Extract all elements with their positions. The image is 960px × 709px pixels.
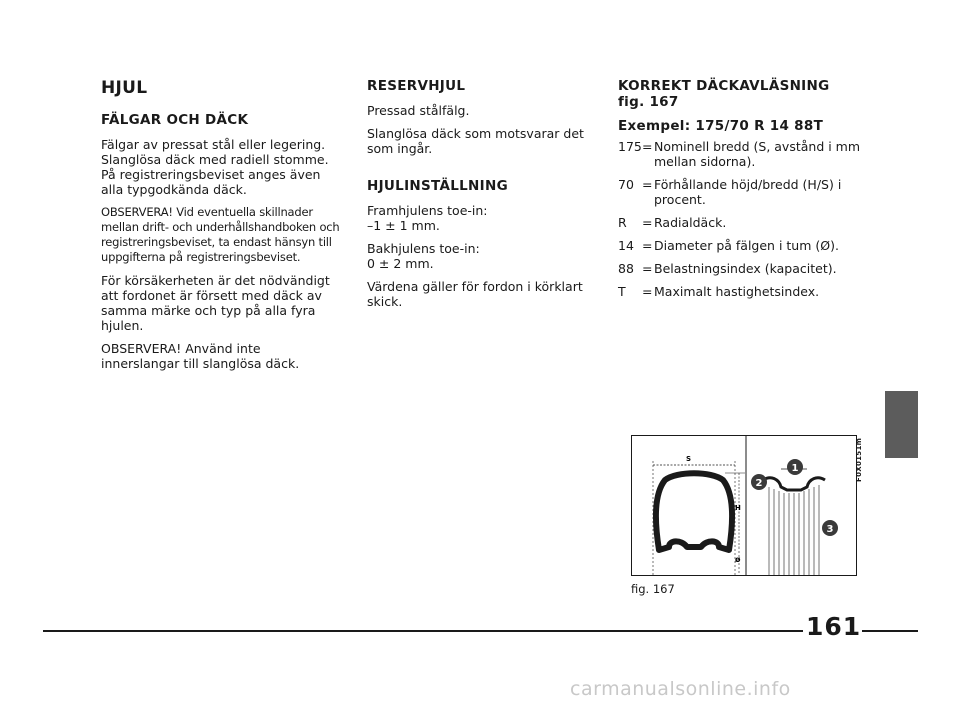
- tyre-diagram: [631, 435, 857, 576]
- callout-1-label: 1: [791, 463, 799, 474]
- front-toe-value: –1 ± 1 mm.: [367, 218, 440, 233]
- equals-sign: =: [642, 261, 653, 276]
- tyre-code-row: [618, 215, 873, 230]
- paragraph-front-toe: [367, 203, 597, 233]
- label-diameter: ø: [735, 555, 741, 564]
- equals-sign: =: [642, 284, 653, 299]
- callout-3-label: 3: [826, 524, 834, 535]
- tyre-code-list: [618, 139, 873, 299]
- equals-sign: =: [642, 139, 653, 154]
- tyre-code-row: [618, 238, 873, 253]
- tyre-code-row: [618, 177, 873, 207]
- heading-spare-wheel: RESERVHJUL: [367, 78, 466, 94]
- tyre-code: T: [618, 284, 626, 299]
- equals-sign: =: [642, 215, 653, 230]
- tyre-code-description: Maximalt hastighetsindex.: [654, 284, 820, 299]
- rear-toe-label: Bakhjulens toe-in:: [367, 241, 480, 256]
- figure-code: F0X0151m: [855, 437, 863, 482]
- page-number: 161: [806, 612, 862, 641]
- figure-caption: fig. 167: [631, 582, 675, 596]
- tyre-code-row: [618, 139, 873, 169]
- section-heading-wheels: HJUL: [101, 78, 148, 98]
- footer-rule-left: [43, 630, 803, 632]
- tyre-code-row: [618, 261, 873, 276]
- paragraph-inner-tubes: OBSERVERA! Använd inte innerslangar till slanglösa däck.: [101, 341, 300, 371]
- tyre-code: 14: [618, 238, 634, 253]
- equals-sign: =: [642, 238, 653, 253]
- paragraph-steel-rim: Pressad stålfälg.: [367, 103, 470, 118]
- heading-figref: fig. 167: [618, 94, 679, 110]
- chapter-tab: [885, 391, 918, 458]
- example-heading: Exempel: 175/70 R 14 88T: [618, 118, 824, 134]
- label-h: H: [735, 504, 741, 512]
- watermark-text: carmanualsonline.info: [570, 678, 791, 700]
- column-tyre-reading: [618, 78, 873, 307]
- tyre-code-description: Nominell bredd (S, avstånd i mm mellan sidorna).: [654, 139, 861, 169]
- note-registration: OBSERVERA! Vid eventuella skillnader mellan drift- och underhållshandboken och registreringsbeviset, ta endast hänsyn till uppgifterna på registreringsbeviset.: [101, 205, 340, 264]
- paragraph-rims: Fälgar av pressat stål eller legering.: [101, 137, 326, 152]
- paragraph-spare-tyre: Slanglösa däck som motsvarar det som ingår.: [367, 126, 584, 156]
- equals-sign: =: [642, 177, 653, 192]
- label-s: S: [686, 455, 692, 463]
- heading-wheel-alignment: HJULINSTÄLLNING: [367, 178, 508, 194]
- paragraph-registration: På registreringsbeviset anges även alla typgodkända däck.: [101, 167, 321, 197]
- tyre-code: R: [618, 215, 627, 230]
- tyre-code: 70: [618, 177, 634, 192]
- rear-toe-value: 0 ± 2 mm.: [367, 256, 434, 271]
- callout-2-label: 2: [755, 478, 763, 489]
- subheading-rims-tyres: FÄLGAR OCH DÄCK: [101, 112, 249, 128]
- paragraph-safety: För körsäkerheten är det nödvändigt att fordonet är försett med däck av samma märke och typ på alla fyra hjulen.: [101, 273, 330, 333]
- paragraph-rear-toe: [367, 241, 597, 271]
- tyre-code-description: Diameter på fälgen i tum (Ø).: [654, 238, 839, 253]
- heading-tyre-reading: [618, 78, 873, 110]
- tyre-code-description: Radialdäck.: [654, 215, 727, 230]
- heading-tyre-reading-text: KORREKT DÄCKAVLÄSNING: [618, 78, 830, 94]
- paragraph-tubeless: Slanglösa däck med radiell stomme.: [101, 152, 329, 167]
- tyre-code-row: [618, 284, 873, 299]
- tyre-code-description: Belastningsindex (kapacitet).: [654, 261, 837, 276]
- column-spare-wheel: [367, 78, 597, 317]
- tyre-code: 88: [618, 261, 634, 276]
- paragraph-values-note: Värdena gäller för fordon i körklart skick.: [367, 279, 583, 309]
- tyre-code-description: Förhållande höjd/bredd (H/S) i procent.: [654, 177, 842, 207]
- front-toe-label: Framhjulens toe-in:: [367, 203, 488, 218]
- column-wheels: [101, 78, 341, 379]
- footer-rule-right: [862, 630, 918, 632]
- tyre-code: 175: [618, 139, 642, 154]
